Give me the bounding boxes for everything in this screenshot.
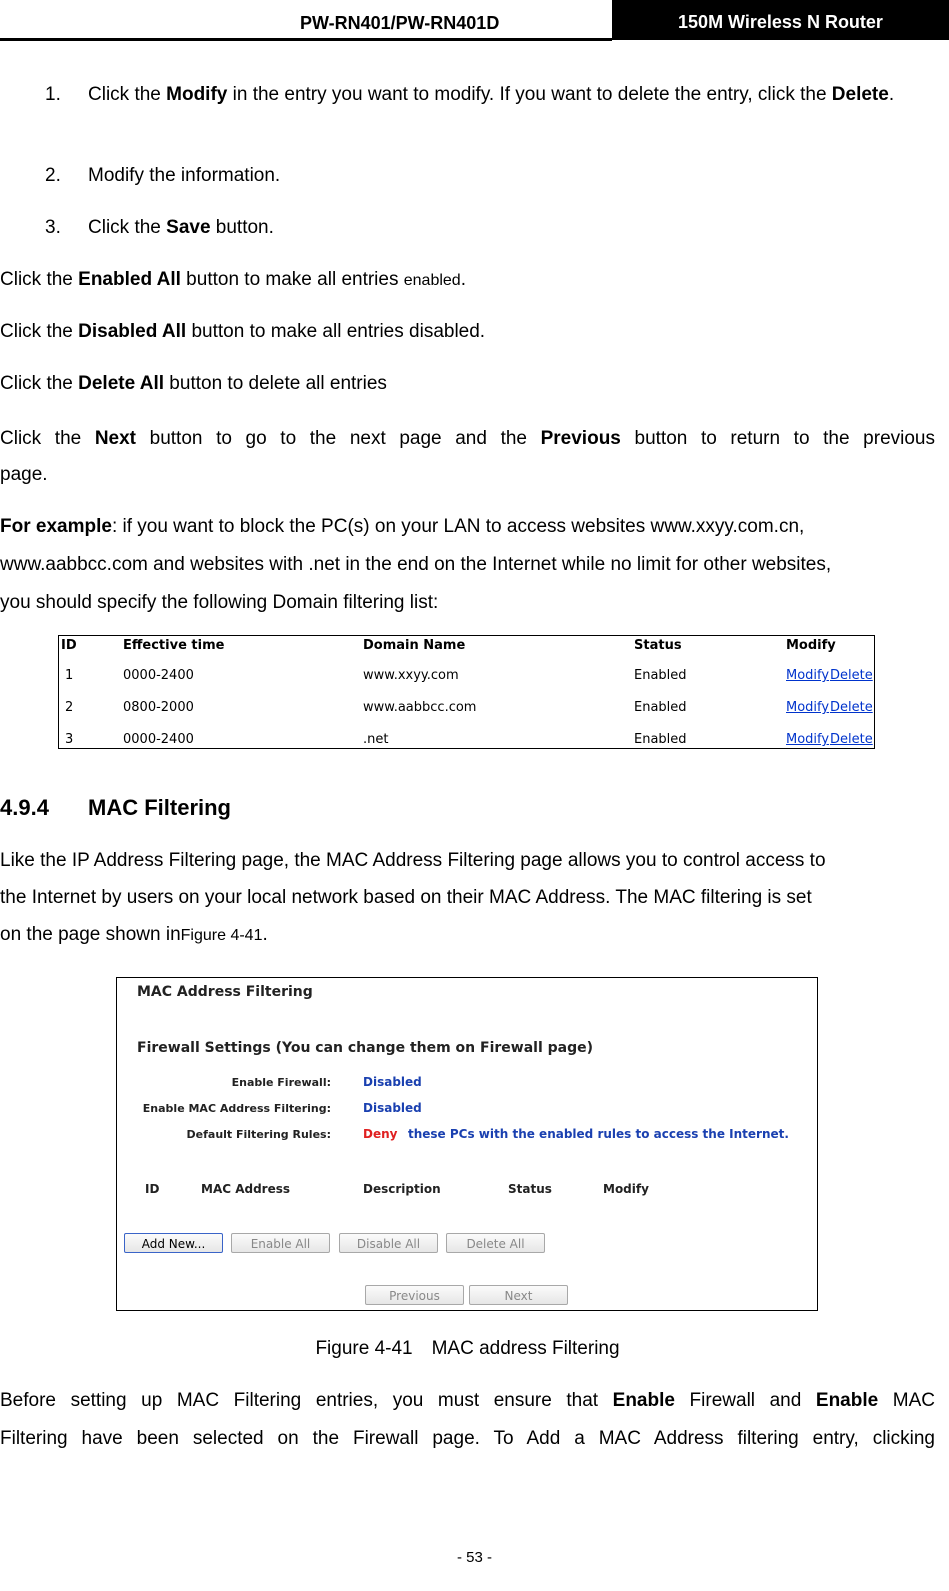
cell-status: Enabled bbox=[634, 700, 687, 715]
header-rule bbox=[0, 38, 612, 41]
bold-text: Enable bbox=[815, 1390, 879, 1411]
col-id: ID bbox=[145, 1182, 160, 1196]
cell-id: 3 bbox=[65, 732, 74, 747]
modify-link[interactable]: Modify bbox=[786, 700, 830, 715]
col-status: Status bbox=[634, 638, 682, 653]
enable-firewall-label: Enable Firewall: bbox=[231, 1076, 331, 1089]
col-effective-time: Effective time bbox=[123, 638, 225, 653]
step-item bbox=[0, 80, 935, 140]
table-header-row bbox=[59, 636, 874, 658]
col-mac-address: MAC Address bbox=[201, 1182, 291, 1196]
text: Click the bbox=[0, 321, 79, 342]
text: Before setting up MAC Filtering entries, you must ensure that bbox=[0, 1390, 613, 1411]
text: button to make all entries disabled. bbox=[186, 321, 486, 342]
step-text-pre: Click the bbox=[88, 217, 167, 238]
step-text bbox=[88, 80, 935, 110]
text: Click the bbox=[0, 373, 79, 394]
step-text bbox=[88, 213, 935, 243]
col-domain-name: Domain Name bbox=[363, 638, 466, 653]
delete-link[interactable]: Delete bbox=[830, 668, 873, 683]
text: MAC bbox=[878, 1390, 936, 1411]
cell-domain: www.xxyy.com bbox=[363, 668, 459, 683]
figure-ref: Figure 4-41 bbox=[180, 927, 263, 944]
bold-text: Enabled All bbox=[78, 269, 181, 290]
step-text-post: button. bbox=[210, 217, 274, 238]
section-title: MAC Filtering bbox=[88, 795, 231, 820]
cell-id: 1 bbox=[65, 668, 74, 683]
cell-id: 2 bbox=[65, 700, 74, 715]
step-text: Modify the information. bbox=[88, 165, 281, 186]
col-id: ID bbox=[61, 638, 77, 653]
default-rules-description: these PCs with the enabled rules to access the Internet. bbox=[408, 1127, 789, 1141]
mac-filtering-screenshot bbox=[116, 977, 818, 1311]
delete-link[interactable]: Delete bbox=[830, 700, 873, 715]
step-item bbox=[0, 213, 935, 243]
text: button to delete all entries bbox=[164, 373, 387, 394]
default-rules-value: Deny bbox=[363, 1127, 398, 1141]
col-modify: Modify bbox=[786, 638, 836, 653]
para-next-prev-line2: page. bbox=[0, 464, 48, 485]
disable-all-button[interactable]: Disable All bbox=[339, 1233, 438, 1253]
cell-time: 0000-2400 bbox=[123, 732, 194, 747]
para-example bbox=[0, 509, 935, 545]
firewall-settings-heading: Firewall Settings (You can change them on Firewall page) bbox=[137, 1040, 594, 1056]
small-text: enabled bbox=[403, 272, 461, 289]
enable-all-button[interactable]: Enable All bbox=[231, 1233, 330, 1253]
step-item bbox=[0, 161, 935, 191]
intro-line1: Like the IP Address Filtering page, the MAC Address Filtering page allows you to control access to bbox=[0, 850, 826, 871]
step-number: 1. bbox=[45, 84, 61, 105]
mac-page-title: MAC Address Filtering bbox=[137, 984, 313, 1000]
step-bold2: Delete bbox=[831, 84, 889, 105]
cell-status: Enabled bbox=[634, 668, 687, 683]
table-row bbox=[59, 730, 874, 752]
text: Click the bbox=[0, 428, 95, 449]
add-new-button[interactable]: Add New... bbox=[124, 1233, 223, 1253]
para-example-line3: you should specify the following Domain filtering list: bbox=[0, 592, 439, 613]
para-example-line2: www.aabbcc.com and websites with .net in the end on the Internet while no limit for other websites, bbox=[0, 554, 832, 575]
bold-text: Next bbox=[94, 428, 137, 449]
cell-status: Enabled bbox=[634, 732, 687, 747]
modify-link[interactable]: Modify bbox=[786, 668, 830, 683]
text: : if you want to block the PC(s) on your LAN to access websites www.xxyy.com.cn, bbox=[111, 516, 805, 537]
page-header bbox=[0, 0, 949, 40]
col-description: Description bbox=[363, 1182, 441, 1196]
intro-line2: the Internet by users on your local network based on their MAC Address. The MAC filtering is set bbox=[0, 887, 812, 908]
section-number: 4.9.4 bbox=[0, 795, 49, 820]
bold-text: Previous bbox=[540, 428, 621, 449]
bold-text: Delete All bbox=[78, 373, 165, 394]
step-number: 3. bbox=[45, 217, 61, 238]
para-next-prev bbox=[0, 421, 935, 457]
page-number: - 53 - bbox=[456, 1549, 492, 1566]
para-disabled-all bbox=[0, 314, 935, 350]
text: button to make all entries bbox=[180, 269, 404, 290]
step-text-end: . bbox=[888, 84, 895, 105]
enable-mac-filter-value: Disabled bbox=[363, 1101, 422, 1115]
table-row bbox=[59, 666, 874, 688]
figure-caption: Figure 4-41 MAC address Filtering bbox=[315, 1338, 620, 1359]
intro-line3 bbox=[0, 917, 935, 954]
bold-text: For example bbox=[0, 516, 112, 537]
step-bold: Save bbox=[166, 217, 211, 238]
text: button to go to the next page and the bbox=[136, 428, 541, 449]
header-model: PW-RN401/PW-RN401D bbox=[300, 13, 500, 33]
col-status: Status bbox=[508, 1182, 552, 1196]
header-product: 150M Wireless N Router bbox=[612, 0, 949, 40]
table-row bbox=[59, 698, 874, 720]
step-text-post: in the entry you want to modify. If you want to delete the entry, click the bbox=[227, 84, 832, 105]
text: button to return to the previous bbox=[620, 428, 935, 449]
previous-button[interactable]: Previous bbox=[365, 1285, 464, 1305]
text: . bbox=[262, 924, 268, 945]
col-modify: Modify bbox=[603, 1182, 649, 1196]
cell-time: 0800-2000 bbox=[123, 700, 194, 715]
delete-link[interactable]: Delete bbox=[830, 732, 873, 747]
enable-mac-filter-label: Enable MAC Address Filtering: bbox=[142, 1102, 331, 1115]
closing-line2: Filtering have been selected on the Firewall page. To Add a MAC Address filtering entry, clicking bbox=[0, 1428, 935, 1449]
step-bold: Modify bbox=[166, 84, 228, 105]
text: on the page shown in bbox=[0, 924, 181, 945]
bold-text: Enable bbox=[612, 1390, 675, 1411]
cell-time: 0000-2400 bbox=[123, 668, 194, 683]
para-enabled-all bbox=[0, 262, 935, 299]
next-button[interactable]: Next bbox=[469, 1285, 568, 1305]
closing-line1 bbox=[0, 1383, 935, 1419]
domain-filter-table bbox=[58, 635, 875, 749]
text: Click the bbox=[0, 269, 79, 290]
delete-all-button[interactable]: Delete All bbox=[446, 1233, 545, 1253]
modify-link[interactable]: Modify bbox=[786, 732, 830, 747]
text: Firewall and bbox=[674, 1390, 816, 1411]
para-delete-all bbox=[0, 366, 935, 402]
step-number: 2. bbox=[45, 165, 61, 186]
cell-domain: www.aabbcc.com bbox=[363, 700, 477, 715]
bold-text: Disabled All bbox=[78, 321, 187, 342]
text: . bbox=[460, 269, 466, 290]
cell-domain: .net bbox=[363, 732, 389, 747]
step-text-pre: Click the bbox=[88, 84, 167, 105]
default-rules-label: Default Filtering Rules: bbox=[186, 1128, 331, 1141]
enable-firewall-value: Disabled bbox=[363, 1075, 422, 1089]
